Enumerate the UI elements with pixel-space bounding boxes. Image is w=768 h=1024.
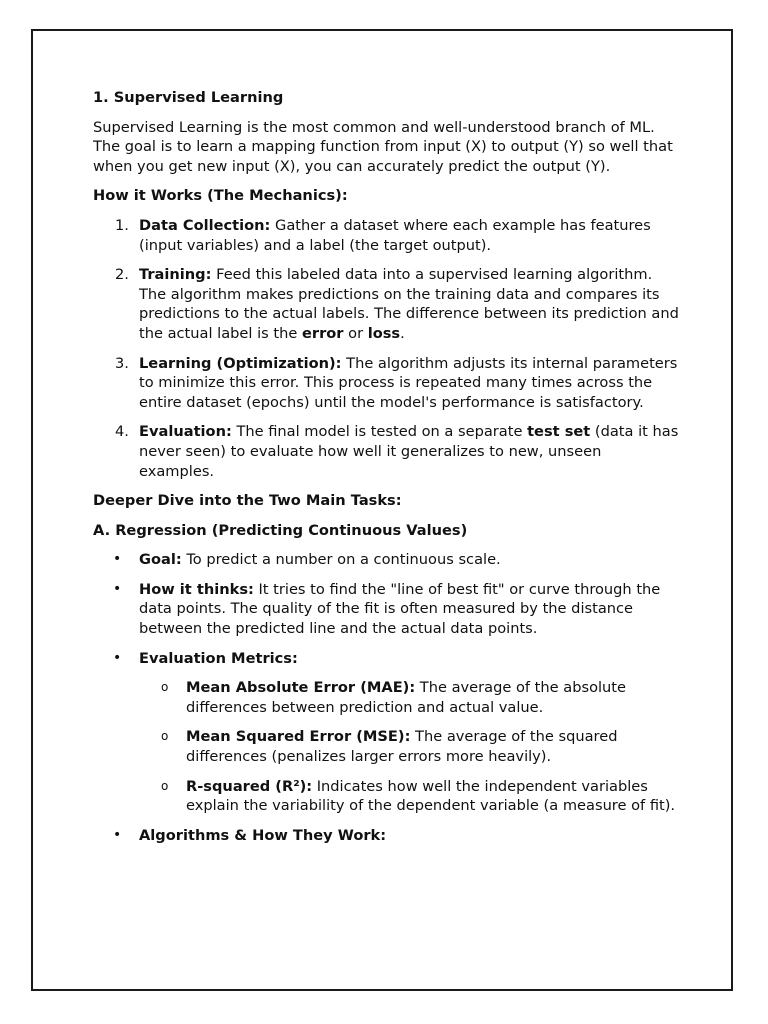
sub-bullet-item: [93, 777, 679, 816]
bullet-icon: •: [113, 551, 122, 568]
item-emphasis: test set: [527, 423, 591, 441]
item-text: The average of the absolute differences between prediction and actual value.: [186, 679, 627, 716]
item-label: Mean Squared Error (MSE):: [186, 728, 411, 746]
intro-paragraph: Supervised Learning is the most common and well-understood branch of ML. The goal is to learn a mapping function from input (X) to output (Y) so well that when you get new input (X), you can accurately predict the output (Y).: [93, 118, 673, 175]
document-content: [93, 88, 679, 855]
bullet-icon: •: [113, 580, 122, 597]
item-label: Evaluation Metrics:: [139, 649, 298, 667]
item-label: Algorithms & How They Work:: [139, 826, 387, 844]
document-page: [31, 29, 733, 991]
item-label: Learning (Optimization):: [139, 354, 342, 372]
item-text: Gather a dataset where each example has features (input variables) and a label (the target output).: [139, 216, 651, 254]
list-item: [93, 216, 679, 255]
list-number: 4.: [115, 423, 129, 441]
bullet-item-how: [93, 580, 679, 639]
item-text: or: [343, 324, 368, 342]
bullet-item-goal: [93, 550, 679, 570]
item-text: The average of the squared differences (penalizes larger errors more heavily).: [186, 728, 618, 766]
item-label: Evaluation:: [139, 423, 232, 441]
item-label: Data Collection:: [139, 216, 271, 234]
regression-heading: A. Regression (Predicting Continuous Values): [93, 521, 468, 539]
circle-bullet-icon: o: [161, 778, 169, 793]
item-text: It tries to find the "line of best fit" or curve through the data points. The quality of the fit is often measured by the distance between the predicted line and the actual data points.: [139, 580, 661, 638]
item-text: (data it has never seen) to evaluate how well it generalizes to new, unseen examples.: [139, 423, 679, 480]
item-emphasis: error: [301, 324, 344, 342]
item-text: The final model is tested on a separate: [231, 423, 528, 441]
deeper-dive-heading: Deeper Dive into the Two Main Tasks:: [93, 492, 402, 510]
item-emphasis: loss: [367, 324, 401, 342]
item-text: .: [400, 324, 405, 342]
circle-bullet-icon: o: [161, 680, 169, 695]
list-item: [93, 265, 679, 343]
item-label: Mean Absolute Error (MAE):: [186, 679, 416, 697]
list-number: 1.: [115, 216, 129, 234]
item-text: Feed this labeled data into a supervised learning algorithm. The algorithm makes predictions on the training data and compares its predictions to the actual labels. The difference between its prediction and the actual label is the: [139, 266, 679, 342]
item-text: The algorithm adjusts its internal parameters to minimize this error. This process is repeated many times across the entire dataset (epochs) until the model's performance is satisfactory.: [139, 354, 678, 411]
sub-bullet-item: [93, 727, 679, 766]
list-item: [93, 354, 679, 413]
item-label: How it thinks:: [139, 580, 254, 598]
bullet-icon: •: [113, 826, 122, 843]
item-label: Goal:: [139, 551, 182, 569]
list-number: 2.: [115, 266, 129, 284]
list-number: 3.: [115, 354, 129, 372]
list-item: [93, 422, 679, 481]
section-heading: 1. Supervised Learning: [93, 89, 284, 106]
bullet-item-metrics: [93, 649, 679, 669]
sub-bullet-item: [93, 678, 679, 717]
item-text: Indicates how well the independent variables explain the variability of the dependent variable (a measure of fit).: [186, 777, 676, 815]
item-text: To predict a number on a continuous scale.: [181, 551, 501, 569]
item-label: R-squared (R²):: [186, 777, 313, 795]
how-it-works-heading: How it Works (The Mechanics):: [93, 187, 348, 205]
item-label: Training:: [139, 266, 212, 284]
circle-bullet-icon: o: [161, 729, 169, 744]
bullet-item-algorithms: [93, 826, 679, 846]
bullet-icon: •: [113, 649, 122, 666]
